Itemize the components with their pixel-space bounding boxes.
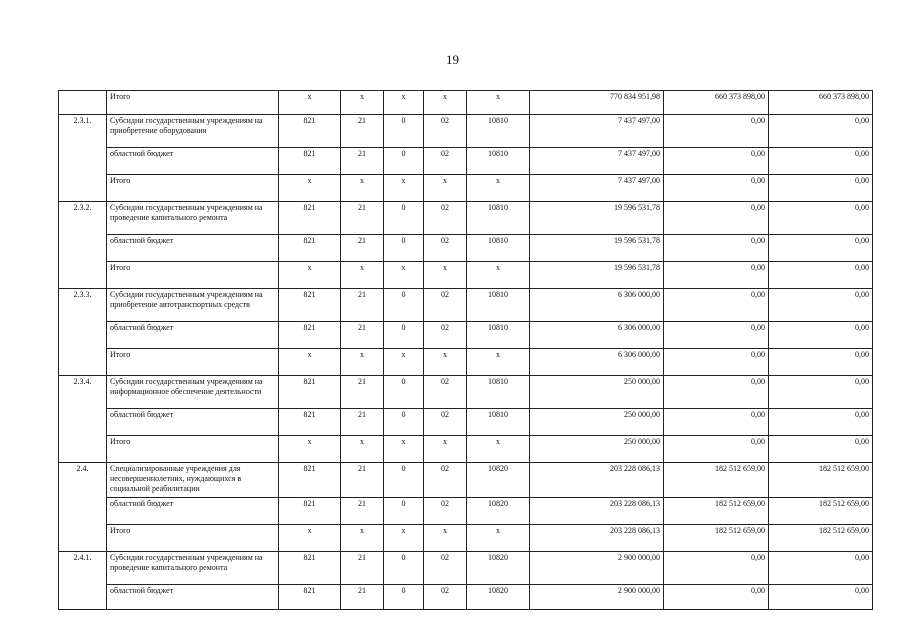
- section-code-cell: х: [341, 91, 384, 115]
- gr-code-cell: х: [279, 349, 341, 376]
- amount-year1-cell: 6 306 000,00: [530, 349, 664, 376]
- program-code-cell: 0: [384, 585, 424, 610]
- gr-code-cell: х: [279, 436, 341, 463]
- section-code-cell: х: [341, 175, 384, 202]
- amount-year3-cell: 0,00: [769, 409, 873, 436]
- program-code-cell: 0: [384, 148, 424, 175]
- amount-year3-cell: 0,00: [769, 585, 873, 610]
- table-body: [59, 91, 873, 610]
- gr-code-cell: х: [279, 525, 341, 552]
- item-name-cell: Субсидии государственным учреждениям на проведение капитального ремонта: [107, 202, 279, 235]
- subprogram-code-cell: х: [424, 436, 467, 463]
- subprogram-code-cell: 02: [424, 552, 467, 585]
- row-number-cell: 2.3.4.: [59, 376, 107, 463]
- expense-code-cell: 10810: [467, 289, 530, 322]
- program-code-cell: 0: [384, 409, 424, 436]
- amount-year3-cell: 0,00: [769, 349, 873, 376]
- program-code-cell: 0: [384, 115, 424, 148]
- section-code-cell: 21: [341, 376, 384, 409]
- amount-year2-cell: 0,00: [664, 436, 769, 463]
- amount-year1-cell: 7 437 497,00: [530, 175, 664, 202]
- program-code-cell: 0: [384, 376, 424, 409]
- amount-year1-cell: 19 596 531,78: [530, 262, 664, 289]
- gr-code-cell: 821: [279, 148, 341, 175]
- program-code-cell: х: [384, 349, 424, 376]
- amount-year3-cell: 182 512 659,00: [769, 463, 873, 498]
- amount-year1-cell: 250 000,00: [530, 409, 664, 436]
- expense-code-cell: х: [467, 91, 530, 115]
- amount-year1-cell: 19 596 531,78: [530, 202, 664, 235]
- budget-table: [58, 90, 873, 610]
- subprogram-code-cell: х: [424, 262, 467, 289]
- expense-code-cell: 10820: [467, 463, 530, 498]
- gr-code-cell: 821: [279, 585, 341, 610]
- total-label-cell: Итого: [107, 262, 279, 289]
- subprogram-code-cell: 02: [424, 585, 467, 610]
- table-row: [59, 463, 873, 498]
- amount-year1-cell: 203 228 086,13: [530, 525, 664, 552]
- amount-year3-cell: 0,00: [769, 436, 873, 463]
- row-number-cell: 2.3.3.: [59, 289, 107, 376]
- subprogram-code-cell: 02: [424, 376, 467, 409]
- table-row: [59, 289, 873, 322]
- expense-code-cell: 10810: [467, 376, 530, 409]
- table-row: [59, 349, 873, 376]
- program-code-cell: 0: [384, 202, 424, 235]
- expense-code-cell: 10810: [467, 115, 530, 148]
- table-row: [59, 552, 873, 585]
- program-code-cell: 0: [384, 322, 424, 349]
- subprogram-code-cell: 02: [424, 202, 467, 235]
- row-number-cell: 2.4.: [59, 463, 107, 552]
- section-code-cell: 21: [341, 552, 384, 585]
- amount-year2-cell: 0,00: [664, 235, 769, 262]
- expense-code-cell: 10820: [467, 585, 530, 610]
- gr-code-cell: 821: [279, 463, 341, 498]
- amount-year1-cell: 770 834 951,98: [530, 91, 664, 115]
- budget-source-cell: областной бюджет: [107, 498, 279, 525]
- amount-year2-cell: 0,00: [664, 322, 769, 349]
- amount-year1-cell: 6 306 000,00: [530, 289, 664, 322]
- amount-year3-cell: 0,00: [769, 376, 873, 409]
- section-code-cell: 21: [341, 498, 384, 525]
- table-row: [59, 498, 873, 525]
- amount-year2-cell: 0,00: [664, 289, 769, 322]
- section-code-cell: х: [341, 436, 384, 463]
- page-number: 19: [446, 52, 459, 67]
- section-code-cell: 21: [341, 322, 384, 349]
- table-row: [59, 148, 873, 175]
- item-name-cell: Субсидии государственным учреждениям на информационное обеспечение деятельности: [107, 376, 279, 409]
- total-label-cell: Итого: [107, 349, 279, 376]
- program-code-cell: х: [384, 91, 424, 115]
- gr-code-cell: 821: [279, 235, 341, 262]
- amount-year2-cell: 0,00: [664, 262, 769, 289]
- section-code-cell: 21: [341, 235, 384, 262]
- amount-year1-cell: 19 596 531,78: [530, 235, 664, 262]
- amount-year1-cell: 203 228 086,13: [530, 498, 664, 525]
- amount-year3-cell: 660 373 898,00: [769, 91, 873, 115]
- item-name-cell: Субсидии государственным учреждениям на приобретение автотранспортных средств: [107, 289, 279, 322]
- budget-source-cell: областной бюджет: [107, 148, 279, 175]
- expense-code-cell: 10810: [467, 148, 530, 175]
- gr-code-cell: х: [279, 91, 341, 115]
- amount-year1-cell: 2 900 000,00: [530, 552, 664, 585]
- expense-code-cell: 10820: [467, 498, 530, 525]
- row-number-cell: [59, 91, 107, 115]
- expense-code-cell: х: [467, 525, 530, 552]
- program-code-cell: х: [384, 436, 424, 463]
- gr-code-cell: 821: [279, 322, 341, 349]
- expense-code-cell: х: [467, 436, 530, 463]
- table-row: [59, 115, 873, 148]
- subprogram-code-cell: 02: [424, 322, 467, 349]
- amount-year3-cell: 0,00: [769, 262, 873, 289]
- subprogram-code-cell: 02: [424, 463, 467, 498]
- item-name-cell: Субсидии государственным учреждениям на приобретение оборудования: [107, 115, 279, 148]
- subprogram-code-cell: 02: [424, 289, 467, 322]
- amount-year3-cell: 0,00: [769, 322, 873, 349]
- table-row: [59, 436, 873, 463]
- program-code-cell: 0: [384, 463, 424, 498]
- section-code-cell: х: [341, 349, 384, 376]
- gr-code-cell: 821: [279, 115, 341, 148]
- subprogram-code-cell: 02: [424, 498, 467, 525]
- table-row: [59, 585, 873, 610]
- table-row: [59, 376, 873, 409]
- total-label-cell: Итого: [107, 525, 279, 552]
- total-label-cell: Итого: [107, 436, 279, 463]
- program-code-cell: х: [384, 262, 424, 289]
- program-code-cell: 0: [384, 498, 424, 525]
- table-row: [59, 91, 873, 115]
- budget-source-cell: областной бюджет: [107, 409, 279, 436]
- amount-year2-cell: 660 373 898,00: [664, 91, 769, 115]
- total-label-cell: Итого: [107, 175, 279, 202]
- table-row: [59, 262, 873, 289]
- amount-year2-cell: 0,00: [664, 376, 769, 409]
- amount-year2-cell: 0,00: [664, 552, 769, 585]
- section-code-cell: 21: [341, 409, 384, 436]
- expense-code-cell: 10820: [467, 552, 530, 585]
- total-label-cell: Итого: [107, 91, 279, 115]
- amount-year2-cell: 0,00: [664, 409, 769, 436]
- expense-code-cell: 10810: [467, 202, 530, 235]
- row-number-cell: 2.3.1.: [59, 115, 107, 202]
- subprogram-code-cell: х: [424, 349, 467, 376]
- budget-source-cell: областной бюджет: [107, 322, 279, 349]
- amount-year2-cell: 0,00: [664, 148, 769, 175]
- table-row: [59, 235, 873, 262]
- program-code-cell: х: [384, 525, 424, 552]
- gr-code-cell: х: [279, 175, 341, 202]
- amount-year2-cell: 182 512 659,00: [664, 463, 769, 498]
- subprogram-code-cell: х: [424, 91, 467, 115]
- table-row: [59, 409, 873, 436]
- amount-year1-cell: 250 000,00: [530, 376, 664, 409]
- expense-code-cell: 10810: [467, 235, 530, 262]
- section-code-cell: х: [341, 525, 384, 552]
- gr-code-cell: 821: [279, 498, 341, 525]
- gr-code-cell: 821: [279, 289, 341, 322]
- expense-code-cell: 10810: [467, 409, 530, 436]
- amount-year1-cell: 203 228 086,13: [530, 463, 664, 498]
- amount-year2-cell: 0,00: [664, 349, 769, 376]
- expense-code-cell: х: [467, 262, 530, 289]
- amount-year1-cell: 2 900 000,00: [530, 585, 664, 610]
- gr-code-cell: 821: [279, 552, 341, 585]
- amount-year3-cell: 182 512 659,00: [769, 525, 873, 552]
- budget-source-cell: областной бюджет: [107, 235, 279, 262]
- subprogram-code-cell: х: [424, 525, 467, 552]
- item-name-cell: Субсидии государственным учреждениям на проведение капитального ремонта: [107, 552, 279, 585]
- table-row: [59, 525, 873, 552]
- table-row: [59, 322, 873, 349]
- gr-code-cell: 821: [279, 409, 341, 436]
- gr-code-cell: х: [279, 262, 341, 289]
- amount-year1-cell: 7 437 497,00: [530, 148, 664, 175]
- program-code-cell: 0: [384, 289, 424, 322]
- amount-year2-cell: 182 512 659,00: [664, 498, 769, 525]
- subprogram-code-cell: 02: [424, 115, 467, 148]
- amount-year3-cell: 0,00: [769, 235, 873, 262]
- amount-year2-cell: 0,00: [664, 585, 769, 610]
- amount-year3-cell: 0,00: [769, 175, 873, 202]
- amount-year1-cell: 7 437 497,00: [530, 115, 664, 148]
- amount-year3-cell: 0,00: [769, 552, 873, 585]
- amount-year1-cell: 6 306 000,00: [530, 322, 664, 349]
- amount-year2-cell: 182 512 659,00: [664, 525, 769, 552]
- amount-year2-cell: 0,00: [664, 202, 769, 235]
- amount-year3-cell: 0,00: [769, 115, 873, 148]
- section-code-cell: 21: [341, 115, 384, 148]
- section-code-cell: 21: [341, 148, 384, 175]
- subprogram-code-cell: 02: [424, 148, 467, 175]
- amount-year3-cell: 0,00: [769, 148, 873, 175]
- row-number-cell: 2.3.2.: [59, 202, 107, 289]
- subprogram-code-cell: х: [424, 175, 467, 202]
- amount-year3-cell: 0,00: [769, 202, 873, 235]
- program-code-cell: х: [384, 175, 424, 202]
- amount-year3-cell: 0,00: [769, 289, 873, 322]
- amount-year2-cell: 0,00: [664, 115, 769, 148]
- program-code-cell: 0: [384, 552, 424, 585]
- amount-year2-cell: 0,00: [664, 175, 769, 202]
- program-code-cell: 0: [384, 235, 424, 262]
- item-name-cell: Специализированные учреждения для несовершеннолетних, нуждающихся в социальной реабилитации: [107, 463, 279, 498]
- section-code-cell: 21: [341, 202, 384, 235]
- expense-code-cell: х: [467, 175, 530, 202]
- amount-year3-cell: 182 512 659,00: [769, 498, 873, 525]
- subprogram-code-cell: 02: [424, 409, 467, 436]
- section-code-cell: х: [341, 262, 384, 289]
- gr-code-cell: 821: [279, 376, 341, 409]
- section-code-cell: 21: [341, 463, 384, 498]
- gr-code-cell: 821: [279, 202, 341, 235]
- section-code-cell: 21: [341, 585, 384, 610]
- expense-code-cell: 10810: [467, 322, 530, 349]
- table-row: [59, 202, 873, 235]
- table-row: [59, 175, 873, 202]
- expense-code-cell: х: [467, 349, 530, 376]
- row-number-cell: 2.4.1.: [59, 552, 107, 610]
- subprogram-code-cell: 02: [424, 235, 467, 262]
- budget-source-cell: областной бюджет: [107, 585, 279, 610]
- section-code-cell: 21: [341, 289, 384, 322]
- amount-year1-cell: 250 000,00: [530, 436, 664, 463]
